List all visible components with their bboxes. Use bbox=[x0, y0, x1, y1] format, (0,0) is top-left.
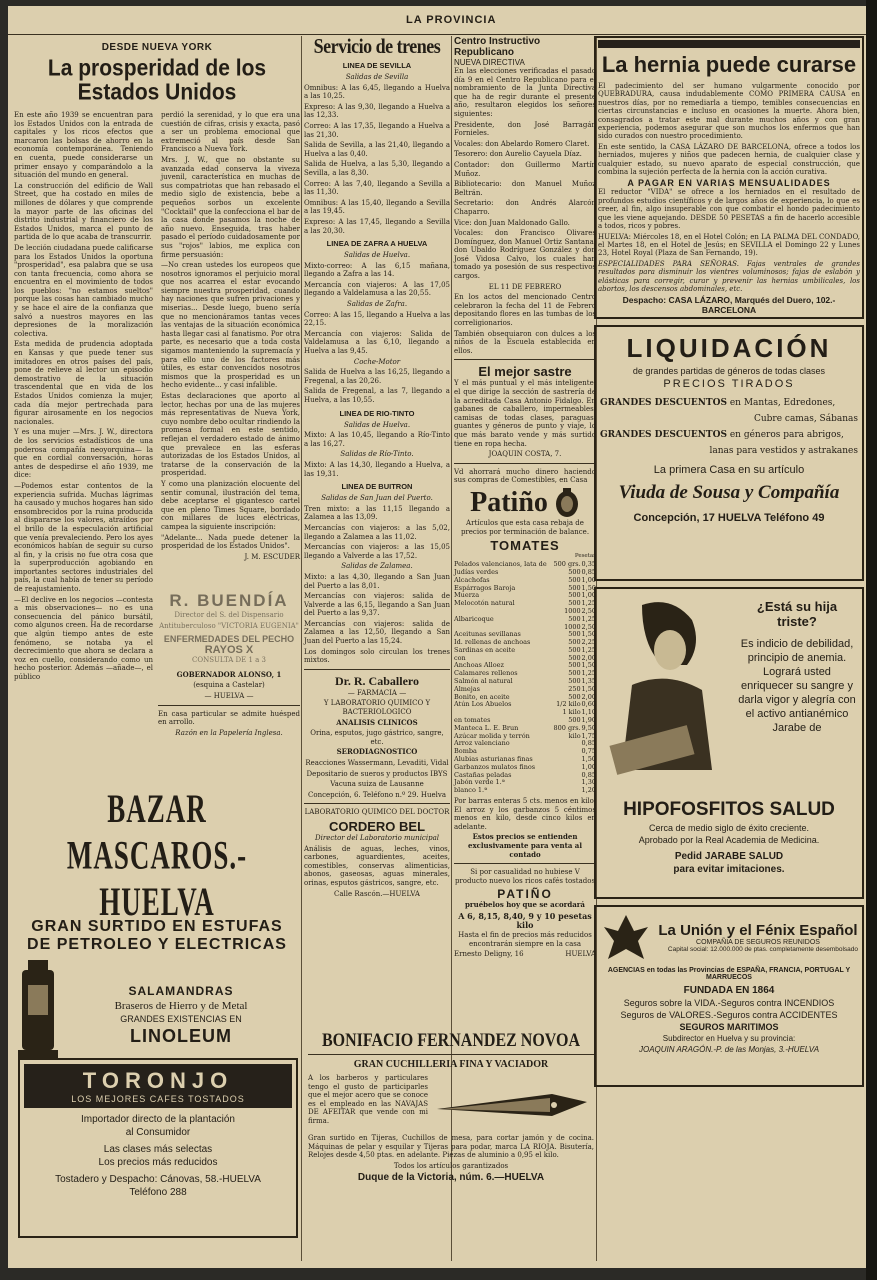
crest-icon bbox=[554, 488, 580, 518]
price-note: Por barras enteras 5 cts. menos en kilo. El arroz y los garbanzos 5 céntimos menos en kilo, desde cinco kilos en adelante. bbox=[454, 797, 596, 831]
divider bbox=[304, 669, 450, 670]
train-entry: Mercancía con viajeros: A las 17,05 llegando a Valdelamusa a las 20,55. bbox=[304, 280, 450, 298]
price-item: Espárragos Baroja bbox=[454, 583, 516, 592]
price-qty: 500 bbox=[568, 591, 581, 600]
bazar-line: GRAN SURTIDO EN ESTUFAS bbox=[31, 918, 283, 935]
train-entry: Correo: A las 7,40, llegando a Sevilla a las 11,30. bbox=[304, 179, 450, 197]
price-item: blanco 1.ª bbox=[454, 786, 488, 795]
price-price: 1,50 bbox=[581, 755, 596, 764]
price-qty bbox=[552, 787, 581, 795]
hipo-line: Aprobado por la Real Academia de Medicina. bbox=[638, 835, 820, 846]
price-price: 1,20 bbox=[581, 786, 596, 795]
union-line: SEGUROS MARITIMOS bbox=[679, 1022, 779, 1033]
bazar-line: Braseros de Hierro y de Metal bbox=[114, 999, 248, 1012]
column-trains bbox=[304, 36, 450, 1021]
column-rule bbox=[301, 36, 302, 1261]
hernia-title: La hernia puede curarse bbox=[601, 52, 857, 77]
liquidacion-line: de grandes partidas de géneros de todas clases bbox=[632, 366, 826, 377]
toronjo-subtitle: LOS MEJORES CAFES TOSTADOS bbox=[71, 1094, 245, 1104]
bonifacio-address: Duque de la Victoria, núm. 6.—HUELVA bbox=[357, 1172, 545, 1184]
train-schedule bbox=[304, 61, 450, 665]
board-member: Vice: don Juan Maldonado Gallo. bbox=[454, 218, 570, 227]
price-qty: 500 bbox=[568, 716, 581, 725]
price-item: Calamares rellenos bbox=[454, 669, 518, 678]
price-qty: 250 bbox=[568, 684, 581, 693]
price-price: 1,50 bbox=[581, 684, 596, 693]
price-item: Aceitunas sevillanas bbox=[454, 630, 521, 639]
bonifacio-title: BONIFACIO FERNANDEZ NOVOA bbox=[321, 1030, 581, 1051]
liquidacion-line: en Mantas, Edredones, bbox=[729, 398, 836, 409]
train-entry: Mixto: A las 10,45, llegando a Río-Tinto a las 16,27. bbox=[304, 431, 450, 448]
divider bbox=[304, 803, 450, 804]
union-capital: Capital social: 12.000.000 de ptas. completamente desembolsado bbox=[667, 945, 858, 953]
train-entry: Mercancías con viajeros: salida de Valverde a las 6,15, llegando a San Juan del Puerto a las 9,37. bbox=[304, 592, 450, 618]
price-qty: 500 bbox=[568, 575, 581, 584]
train-entry: Mercancías con viajeros: a las 15,05 llegando a Valverde a las 17,52. bbox=[304, 543, 450, 560]
ad-union-fenix bbox=[594, 905, 864, 1087]
column-right-ads bbox=[594, 36, 864, 1261]
stove-icon bbox=[14, 960, 62, 1070]
liquidacion-line: La primera Casa en su artículo bbox=[653, 464, 805, 477]
hernia-address: Despacho: CASA LÁZARO, Marqués del Duero, 102.-BARCELONA bbox=[622, 295, 836, 316]
cafe-note: pruébelos hoy que se acordará bbox=[465, 900, 585, 910]
price-item: Alubias asturianas finas bbox=[454, 755, 533, 764]
hipo-paragraph: Es indicio de debilidad, principio de anemia. Logrará usted enriquecer su sangre y darla vigor y alegría con el activo antianémico Jarabe de bbox=[738, 638, 856, 735]
train-entry: Mercancías con viajeros: a las 5,02, llegando a Zalamea a las 11,02. bbox=[304, 523, 450, 541]
buendia-line: ENFERMEDADES DEL PECHO bbox=[163, 634, 295, 645]
price-qty: 500 bbox=[568, 630, 581, 639]
cordero-line: Director del Laboratorio municipal bbox=[315, 833, 439, 842]
price-price: 0,75 bbox=[581, 747, 596, 756]
price-price: 2,50 bbox=[581, 622, 596, 631]
bonifacio-paragraph: Todos los artículos garantizados bbox=[393, 1161, 509, 1170]
price-qty: 800 grs. bbox=[553, 723, 581, 732]
ad-bonifacio bbox=[308, 1032, 594, 1232]
board-members bbox=[454, 121, 596, 281]
price-item: Sardinas en aceite bbox=[454, 645, 516, 654]
price-note: Estos precios se entienden exclusivamente para venta al contado bbox=[467, 832, 583, 859]
cafe-note: Hasta el fin de precios más reducidos encontrarán siempre en la casa bbox=[458, 931, 592, 948]
price-price: 0,85 bbox=[581, 770, 596, 779]
hipo-line: para evitar imitaciones. bbox=[673, 864, 785, 876]
price-qty: 500 bbox=[568, 677, 581, 686]
union-agencies: AGENCIAS en todas las Provincias de ESPAÑA, FRANCIA, PORTUGAL Y MARRUECOS bbox=[607, 967, 851, 982]
buendia-line: CONSULTA DE 1 a 3 bbox=[191, 656, 267, 665]
price-item: Garbanzos mulatos finos bbox=[454, 762, 536, 771]
price-item: Manteca L. E. Brun bbox=[454, 723, 519, 732]
price-qty: 500 bbox=[568, 661, 581, 670]
train-entry: Mercancías con viajeros: salida de Zalamea a las 12,50, llegando a San Juan del Puerto a las 15,24. bbox=[304, 619, 450, 646]
buendia-line: (esquina a Castelar) bbox=[193, 681, 265, 690]
caballero-line: ANALISIS CLINICOS bbox=[336, 717, 418, 727]
bazar-line: DE PETROLEO Y ELECTRICAS bbox=[27, 936, 287, 953]
price-price: 0,85 bbox=[581, 567, 596, 576]
patino-intro: Vd ahorrará mucho dinero haciendo sus compras de Comestibles, en Casa bbox=[454, 467, 596, 485]
price-price: 1,50 bbox=[581, 583, 596, 592]
article-paragraph: También obsequiaron con dulces a los niños de la Escuela establecida en ellos. bbox=[454, 329, 596, 355]
price-item: Almejas bbox=[454, 684, 481, 693]
price-price: 1,50 bbox=[581, 661, 596, 670]
train-entry: Salida de Sevilla, a las 21,40, llegando a Huelva a las 0,40. bbox=[304, 141, 450, 158]
divider bbox=[454, 463, 596, 464]
ad-band bbox=[598, 40, 860, 48]
centro-subheading: NUEVA DIRECTIVA bbox=[454, 58, 525, 67]
train-direction: Salidas de Huelva. bbox=[343, 251, 411, 260]
board-member: Presidente, don José Barragán Fornieles. bbox=[454, 120, 596, 138]
bonifacio-subtitle: GRAN CUCHILLERIA FINA Y VACIADOR bbox=[353, 1059, 549, 1070]
hernia-paragraph: El padecimiento del ser humano vulgarmente conocido por QUEBRADURA, causa indudablemente COMO PRIMERA CAUSA en nuestros días, por no remediarla a tiempo, temibles consecuencias en ciertas circunstancias e incluso en ocasiones la muerte. Ahora bien, consagrados a tratar este mal durante muchos años y con gran experiencia, podemos asegurar que son muchos los enfermos que han sido curados con nuestro procedimiento. bbox=[598, 82, 860, 141]
board-member: Contador: don Guillermo Martín Muñoz. bbox=[454, 160, 596, 178]
train-entry: Mixto-correo: A las 6,15 mañana, llegando a Zafra a las 14. bbox=[304, 261, 450, 279]
classified-note: En casa particular se admite huésped en arrollo. bbox=[158, 709, 300, 727]
price-price: 1,90 bbox=[581, 716, 596, 725]
price-qty: 500 bbox=[568, 669, 581, 678]
price-price: 0,60 bbox=[581, 700, 596, 709]
liquidacion-address: Concepción, 17 HUELVA Teléfono 49 bbox=[633, 512, 825, 525]
union-title: La Unión y el Fénix Español bbox=[658, 921, 858, 939]
caballero-line: — FARMACIA — bbox=[347, 688, 407, 697]
toronjo-line: Tostadero y Despacho: Cánovas, 58.-HUELVA bbox=[55, 1174, 261, 1185]
union-founded: FUNDADA EN 1864 bbox=[683, 985, 775, 997]
liquidacion-highlight: GRANDES DESCUENTOS bbox=[600, 430, 727, 441]
bazar-title: BAZAR MASCAROS.-HUELVA bbox=[66, 785, 248, 924]
liquidacion-line: lanas para vestidos y astrakanes bbox=[709, 446, 858, 457]
hernia-visits: HUELVA: Miércoles 18, en el Hotel Colón; en LA PALMA DEL CONDADO, el Martes 18, en el Hotel de Jesús; en SEVILLA el Domingo 22 y Lunes 23, Hotel Royal (Plaza de San Fernando, 19). bbox=[598, 232, 860, 258]
train-line-heading: LINEA DE ZAFRA A HUELVA bbox=[326, 239, 428, 249]
cordero-line: LABORATORIO QUIMICO DEL DOCTOR bbox=[304, 808, 450, 817]
cordero-line: Calle Rascón.—HUELVA bbox=[333, 889, 420, 898]
train-entry: Mixto: A las 14,30, llegando a Huelva, a las 19,31. bbox=[304, 460, 450, 478]
pesetas-label: Pesetas bbox=[574, 553, 596, 560]
price-price: 1,25 bbox=[581, 614, 596, 623]
liquidacion-line: en géneros para abrigos, bbox=[729, 430, 844, 441]
article-paragraph: De lección ciudadana puede calificarse para los Estados Unidos la oportuna "prosperidad", esa palabra que se usa con tanta frecuencia, como ahora se encuentra en el movimiento de todos los pueblos: "no estamos sueltos" porque las cosas han cambiado mucho y se hace el aire de la confianza que salvó a nuestros mayores en las depresiones de la moralización colectiva. bbox=[14, 243, 153, 338]
price-qty: 500 bbox=[568, 599, 581, 608]
price-qty bbox=[552, 748, 581, 756]
price-qty bbox=[552, 756, 581, 764]
buendia-line: RAYOS X bbox=[204, 644, 254, 657]
price-price: 9,50 bbox=[581, 723, 596, 732]
board-member: Vocales: don Francisco Olivares Domínguez, don Manuel Ortiz Santana, don Ubaldo Rodríguez González y don José Vidosa Calvo, los cuales han tomado ya posesión de sus respectivos cargos. bbox=[454, 229, 596, 281]
buendia-name: R. BUENDÍA bbox=[169, 591, 289, 610]
price-qty: 500 bbox=[568, 692, 581, 701]
hipo-title: HIPOFOSFITOS SALUD bbox=[623, 799, 835, 821]
price-qty bbox=[552, 779, 581, 787]
train-direction: Salidas de San Juan del Puerto. bbox=[321, 494, 433, 503]
article-kicker: DESDE NUEVA YORK bbox=[101, 42, 213, 53]
train-direction: Salidas de Sevilla bbox=[345, 73, 409, 81]
article-paragraph: —El declive en los negocios —contesta a mis observaciones— no es una consecuencia del pánico bursátil, como algunos creen. Ha de recordarse que algún tiempo antes de este fenómeno, se notaba ya el decrecimiento que ahora se declara a voz en cuello, considerando como un hecho posterior. Además —añade—, el público bbox=[14, 595, 153, 681]
price-qty bbox=[552, 772, 581, 780]
price-item: Bomba bbox=[454, 747, 477, 756]
price-qty: 1 kilo bbox=[562, 708, 581, 717]
article-paragraph: En los actos del mencionado Centro celebraron la fecha del 11 de Febrero depositando flores en las tumbas de los correligionarios. bbox=[454, 293, 596, 328]
union-subtitle: COMPAÑIA DE SEGUROS REUNIDOS bbox=[696, 938, 820, 946]
price-item: Albaricoque bbox=[454, 614, 494, 623]
train-direction: Salidas de Zalamea. bbox=[341, 562, 413, 571]
woman-illustration-icon bbox=[602, 595, 730, 775]
price-item: Atún Los Abuelos bbox=[454, 700, 512, 709]
train-direction: Salidas de Huelva. bbox=[343, 420, 411, 429]
train-entry: Mercancía con viajeros: Salida de Valdelamusa a las 6,10, llegando a Huelva a las 9,45. bbox=[304, 329, 450, 356]
train-line-heading: LINEA DE RIO-TINTO bbox=[339, 408, 415, 418]
newspaper-page bbox=[8, 6, 866, 1268]
train-entry: Salida de Fregenal, a las 7, llegando a Huelva, a las 10,55. bbox=[304, 387, 450, 404]
divider bbox=[454, 359, 596, 360]
classified-note: Razón en la Papelería Inglesa. bbox=[175, 728, 283, 737]
price-price: 2,25 bbox=[581, 638, 596, 647]
caballero-line: Reacciones Wassermann, Levaditi, Vidal bbox=[305, 759, 449, 767]
ad-toronjo bbox=[18, 1058, 298, 1238]
masthead-title: LA PROVINCIA bbox=[406, 14, 497, 26]
bonifacio-paragraph: Gran surtido en Tijeras, Cuchillos de mesa, para cortar jamón y de cocina. Máquinas de pelar y esquilar y Tijeras para podar, marca LA RIOJA. Bisutería, Relojes desde 4,50 ptas. en adelante. Piezas de aluminio a 0,95 el kilo. bbox=[308, 1134, 594, 1160]
bazar-line: LINOLEUM bbox=[130, 1025, 232, 1046]
train-entry: Los domingos solo circulan los trenes mixtos. bbox=[304, 647, 450, 665]
ad-hipofosfitos bbox=[594, 587, 864, 899]
article-paragraph: Y como una planización elocuente del sentir comunal, ilustración del tema, debe aceptarse el gigantesco cartel que en pleno Times Square, bordado con millares de luces eléctricas, campea la siguiente inscripción: bbox=[161, 479, 300, 531]
trains-title: Servicio de trenes bbox=[313, 34, 441, 58]
buendia-line: Director del S. del Dispensario bbox=[174, 611, 284, 619]
article-paragraph: En este año 1939 se encuentran para los Estados Unidos con la entrada de capitales y los ricos efectos que marcaron las bolsas de ahorro en la economía contemporánea. Teniendo en cuenta, puede considerarse un primer ensayo y comparándolo a la situación del mundo en general. bbox=[14, 111, 153, 180]
sastre-address: JOAQUIN COSTA, 7. bbox=[488, 450, 562, 459]
caballero-line: Y LABORATORIO QUIMICO Y BACTERIOLOGICO bbox=[323, 699, 431, 717]
caballero-line: Vacuna suiza de Lausanne bbox=[330, 780, 424, 789]
article-paragraph: Estas declaraciones que aporto al lector, hechas por una de las mujeres más representativas de Nueva York, cuyo nombre debo ocultar rindiendo la promesa formal en este sentido, reflejan el verdadero estado de ánimo que prevalece en las esferas autorizadas de los Estados Unidos, al tratarse de la conservación de la prosperidad. bbox=[161, 392, 300, 478]
train-direction: Coche-Motor bbox=[353, 357, 401, 366]
patino-logo: Patiño bbox=[470, 486, 548, 518]
centro-subheading: EL 11 DE FEBRERO bbox=[488, 282, 562, 291]
train-entry: Omnibus: A las 15,40, llegando a Sevilla a las 19,45. bbox=[304, 198, 450, 216]
buendia-line: Antituberculoso "VICTORIA EUGENIA" bbox=[159, 621, 299, 630]
price-price: 1,50 bbox=[581, 630, 596, 639]
price-qty bbox=[552, 740, 581, 748]
board-member: Vocales: don Abelardo Romero Claret. bbox=[454, 139, 590, 148]
price-item: en tomates bbox=[454, 716, 491, 725]
liquidacion-store: Viuda de Sousa y Compañía bbox=[618, 482, 840, 504]
article-paragraph: Y el más puntual y el más inteligente, el que dirige la sección de sastrería de la acreditada Casa Antonio Fidalgo. En gabanes de caballero, impermeables, camisas de todas clases, paraguas, guantes y géneros de punto y viaje, lo que más barato vende y más surtido tiene en ropa hecha. bbox=[454, 379, 596, 448]
cordero-line: Análisis de aguas, leches, vinos, carbones, aguardientes, aceites, comestibles, conservas alimenticias, abonos, gaseosas, aguas minerales, orinas, esputos gástricos, sangre, etc. bbox=[304, 844, 450, 887]
price-item: Castañas peladas bbox=[454, 770, 512, 779]
price-price: 1,00 bbox=[581, 591, 596, 600]
article-paragraph: perdió la serenidad, y lo que era una cuestión de cifras, crisis y exacta, pasó a ser un problema emocional que extremeció al país desde San Francisco a Nueva York. bbox=[161, 111, 300, 154]
price-item: Muerza bbox=[454, 591, 480, 600]
price-qty: 500 bbox=[568, 614, 581, 623]
bazar-line: GRANDES EXISTENCIAS EN bbox=[120, 1013, 242, 1024]
binding-edge bbox=[866, 0, 877, 1280]
price-price: 1,00 bbox=[581, 575, 596, 584]
article-paragraph: —No crean ustedes los europeos que nosotros ignoramos el perjuicio moral que nos acarrea el estar evocando siempre nuestra prosperidad, cuando hay naciones que sufren privaciones y miserias... Desde luego, bueno sería que no mencionáramos tantas veces las ventajas de la situación económica hasta llegar casi al fanatismo. Por otra parte, es necesario que a toda costa sigamos manteniendo la supremacía y para ello uno de los factores más útiles, es estar convencidos nosotros mismos que la prosperidad es un hecho evidente... y casi infalible. bbox=[161, 261, 300, 390]
hipo-question: ¿Está su hija triste? bbox=[756, 599, 838, 630]
price-price: 0,85 bbox=[581, 739, 596, 748]
price-qty: 500 bbox=[568, 567, 581, 576]
caballero-line: SERODIAGNOSTICO bbox=[336, 747, 418, 757]
train-entry: Salida de Huelva a las 16,25, llegando a Fregenal, a las 20,26. bbox=[304, 368, 450, 385]
price-item: Azúcar molida y terrón bbox=[454, 731, 530, 740]
liquidacion-line: Cubre camas, Sábanas bbox=[753, 414, 858, 425]
toronjo-line: al Consumidor bbox=[125, 1127, 191, 1138]
train-entry: Mixto: a las 4,30, llegando a San Juan del Puerto a las 8,01. bbox=[304, 572, 450, 590]
ad-buendia bbox=[158, 591, 300, 791]
toronjo-title: TORONJO bbox=[82, 1068, 234, 1093]
price-qty: kilo bbox=[568, 731, 581, 740]
price-item: Pelados valencianos, lata de bbox=[454, 560, 547, 569]
union-line: Subdirector en Huelva y su provincia: bbox=[662, 1034, 796, 1044]
board-member: Tesorero: don Aurelio Cayuela Díaz. bbox=[454, 150, 582, 159]
cafe-prices: A 6, 8,15, 8,40, 9 y 10 pesetas kilo bbox=[458, 910, 592, 930]
bonifacio-paragraph: A los barberos y particulares tengo el gusto de participarles que el mejor acero que se conoce es el empleado en las NAVAJAS DE AFEITAR que vende con mi firma. bbox=[308, 1074, 428, 1125]
train-line-heading: LINEA DE SEVILLA bbox=[342, 61, 412, 70]
train-entry: Omnibus: A las 6,45, llegando a Huelva a las 10,25. bbox=[304, 83, 450, 101]
masthead bbox=[8, 12, 866, 35]
divider bbox=[158, 705, 300, 706]
caballero-line: Concepción, 6. Teléfono n.º 29. Huelva bbox=[308, 790, 446, 799]
board-member: Bibliotecario: don Manuel Muñoz Beltrán. bbox=[454, 180, 596, 197]
toronjo-line: Los precios más reducidos bbox=[98, 1157, 218, 1168]
price-qty bbox=[552, 764, 581, 772]
board-member: Secretario: don Andrés Alarcón Chaparro. bbox=[454, 199, 596, 216]
tomates-heading: TOMATES bbox=[490, 538, 560, 554]
liquidacion-line: PRECIOS TIRADOS bbox=[663, 378, 795, 391]
article-paragraph: Mrs. J. W., que no obstante su avanzada edad conserva la viveza juvenil, característica en muchas de sus compatriotas que han rebasado el medio siglo de existencia, bebe a pequeños sorbos un excelente "Cocktail" que la confecciona el bar de la casa donde pasamos la noche de año nuevo. Enseguida, tras haber pasado el período cuidadosamente por sus "rojos" labios, me explica con firme persuasión: bbox=[161, 155, 300, 259]
train-entry: Correo: A las 15, llegando a Huelva a las 22,15. bbox=[304, 310, 450, 328]
toronjo-line: Teléfono 288 bbox=[129, 1187, 187, 1198]
price-item: Bonito, en aceite bbox=[454, 692, 510, 701]
article-headline: La prosperidad de los Estados Unidos bbox=[47, 55, 267, 106]
price-item: Alcachofas bbox=[454, 575, 490, 584]
razor-icon bbox=[432, 1074, 592, 1134]
liquidacion-title: LIQUIDACIÓN bbox=[626, 333, 832, 364]
article-byline: J. M. ESCUDER bbox=[244, 552, 300, 561]
divider bbox=[454, 863, 596, 864]
caballero-line: Depositario de sueros y productos IBYS bbox=[306, 769, 448, 778]
train-entry: Correo: A las 17,35, llegando a Huelva a las 21,30. bbox=[304, 121, 450, 139]
price-row bbox=[454, 787, 596, 795]
price-qty: 1/2 kilo bbox=[556, 700, 581, 709]
patino-heading: PATIÑO bbox=[497, 887, 553, 902]
price-item: Anchoas Alloez bbox=[454, 661, 504, 670]
train-direction: Salidas de Río-Tinto. bbox=[340, 450, 414, 459]
caballero-name: Dr. R. Caballero bbox=[335, 673, 419, 688]
hernia-payment: A PAGAR EN VARIAS MENSUALIDADES bbox=[627, 178, 831, 189]
ad-liquidacion bbox=[594, 325, 864, 581]
train-entry: Tren mixto: a las 11,15 llegando a Zalamea a las 13,09. bbox=[304, 504, 450, 522]
ad-hernia bbox=[594, 36, 864, 319]
divider bbox=[308, 1054, 594, 1055]
article-paragraph: En las elecciones verificadas el pasado día 9 en el Centro Republicano para el nombramiento de la Junta Directiva que ha de regir durante el presente año, resultaron elegidos los señores siguientes: bbox=[454, 67, 596, 118]
price-item: con bbox=[454, 653, 466, 662]
price-qty: 500 bbox=[568, 653, 581, 662]
hernia-paragraph: En este sentido, la CASA LÁZARO DE BARCELONA, ofrece a todos los herniados, mujeres y niños que padecen hernia, de cualquier clase y cualquier estado, su nuevo aparato de especial construcción, que combina la sujeción perfecta de la hernia con la acción curativa. bbox=[598, 142, 860, 177]
cordero-name: CORDERO BEL bbox=[328, 818, 426, 834]
sastre-title: El mejor sastre bbox=[478, 364, 572, 380]
toronjo-line: Importador directo de la plantación bbox=[81, 1114, 235, 1125]
price-qty: 500 grs. bbox=[553, 560, 581, 569]
price-price: 1,25 bbox=[581, 599, 596, 608]
article-paragraph: —Podemos estar contentos de la experiencia sufrida. Muchas lágrimas ha causado y muchos hogares han sido ensombrecidos por la ruina producida al dispararse los valores, atraídos por el brillo de la especulación artificial que venía prevaleciendo. Pero los ayes económicos habían de seguir su curso al fin, y la crisis no fue otra cosa que la superproducción agobiando en importantes sectores industriales del país, la cual había de tener su período de reajustamiento. bbox=[14, 481, 153, 594]
article-paragraph: La construcción del edificio de Wall Street, que ha costado en miles de millones de dólares y que comprende la mayor parte de las oficinas del distrito industrial y financiero de los Estados Unidos, marca el punto de partida de lo que acaba de transcurrir. bbox=[14, 181, 153, 242]
liquidacion-highlight: GRANDES DESCUENTOS bbox=[600, 398, 727, 409]
article-paragraph: Esta medida de prudencia adoptada en Kansas y que puede tener sus imitadores en otros países del país, pone de relieve al lector un episodio demostrativo de la situación trascendental que en vida de los Estados Unidos comienza la mujer, cada día mejor pertrechada para figurar airosamente en los negocios nacionales. bbox=[14, 340, 153, 426]
patino-city: HUELVA bbox=[565, 950, 596, 959]
bazar-line: SALAMANDRAS bbox=[128, 983, 234, 998]
buendia-line: — HUELVA — bbox=[204, 691, 254, 700]
price-price: 1,25 bbox=[581, 645, 596, 654]
union-line: Seguros de VALORES.-Seguros contra ACCIDENTES bbox=[620, 1010, 838, 1021]
price-price: 0,35 bbox=[581, 560, 596, 569]
price-item: Salmón al natural bbox=[454, 677, 513, 686]
union-line: JOAQUIN ARAGÓN.-P. de las Monjas, 3.-HUELVA bbox=[638, 1045, 820, 1055]
ad-bazar-mascaros bbox=[14, 785, 300, 1046]
train-direction: Salidas de Zafra. bbox=[346, 300, 408, 309]
price-price: 1,00 bbox=[581, 762, 596, 771]
price-price: 1,30 bbox=[581, 778, 596, 787]
article-column-left bbox=[14, 111, 153, 684]
price-price: 1,10 bbox=[581, 708, 596, 717]
train-entry: Expreso: A las 17,45, llegando a Sevilla a las 20,30. bbox=[304, 217, 450, 235]
cafe-note: Si por casualidad no hubiese V producto nuevo los ricos cafés tostados bbox=[454, 868, 596, 885]
price-qty: 1000 bbox=[564, 622, 581, 631]
train-entry: Expreso: A las 9,30, llegando a Huelva a las 12,33. bbox=[304, 102, 450, 120]
price-item: Arroz valenciano bbox=[454, 739, 510, 748]
buendia-line: GOBERNADOR ALONSO, 1 bbox=[176, 669, 282, 679]
hernia-paragraph: El reductor "VIDA" se ofrece a los herniados en el resultado de profundos estudios científicos y de largos años de experiencia, lo que es creer, al fin, algo insuperable con que combatir el hondo padecimiento que les viene aquejando. DESDE 50 PESETAS a fin de hacerlo accesible a todos, ricos y pobres. bbox=[598, 188, 860, 231]
phoenix-icon bbox=[600, 911, 652, 963]
price-item: Id. rellenas de anchoas bbox=[454, 638, 531, 647]
price-qty: 1000 bbox=[564, 606, 581, 615]
toronjo-line: Las clases más selectas bbox=[103, 1144, 213, 1155]
price-price: 1,25 bbox=[581, 669, 596, 678]
price-price: 1,35 bbox=[581, 677, 596, 686]
price-price: 2,00 bbox=[581, 653, 596, 662]
price-price: 2,50 bbox=[581, 606, 596, 615]
patino-subtitle: Artículos que esta casa rebaja de precios por terminación de balance. bbox=[460, 518, 590, 536]
centro-heading: Centro Instructivo Republicano bbox=[454, 36, 541, 58]
price-item: Melocotón natural bbox=[454, 599, 515, 608]
hipo-line: Pedid JARABE SALUD bbox=[674, 851, 784, 863]
union-line: Seguros sobre la VIDA.-Seguros contra INCENDIOS bbox=[623, 998, 835, 1009]
article-paragraph: "Adelante... Nada puede detener la prosperidad de los Estados Unidos". bbox=[161, 533, 300, 551]
price-qty: 500 bbox=[568, 583, 581, 592]
train-entry: Salida de Huelva, a las 5,30, llegando a Sevilla, a las 8,30. bbox=[304, 160, 450, 177]
patino-address: Ernesto Deligny, 16 bbox=[454, 950, 524, 959]
price-qty: 500 bbox=[568, 645, 581, 654]
price-item: Judías verdes bbox=[454, 567, 499, 576]
train-line-heading: LINEA DE BUITRON bbox=[341, 482, 413, 492]
price-price: 2,00 bbox=[581, 692, 596, 701]
price-table bbox=[454, 561, 596, 795]
caballero-line: Orina, esputos, jugo gástrico, sangre, etc. bbox=[310, 729, 444, 746]
price-qty: 500 bbox=[568, 638, 581, 647]
price-price: 1,75 bbox=[581, 731, 596, 740]
hipo-line: Cerca de medio siglo de éxito creciente. bbox=[648, 823, 810, 834]
column-center bbox=[454, 36, 596, 1026]
price-item: Jabón verde 1.ª bbox=[454, 778, 505, 787]
hernia-specialties: ESPECIALIDADES PARA SEÑORAS. Fajas ventrales de grandes resultados para disminuir los vientres voluminosos; fajas de eslabón y elásticas para corregir, curar y prevenir las hernias umbilicales, los abortos, los descensos abdominales, etc. bbox=[598, 259, 860, 293]
article-paragraph: Y es una mujer —Mrs. J. W., directora de los servicios estadísticos de una poderosa compañía neoyorquina— la que en cordial conversación, horas antes de despedirse el año 1939, me dice: bbox=[14, 428, 153, 480]
